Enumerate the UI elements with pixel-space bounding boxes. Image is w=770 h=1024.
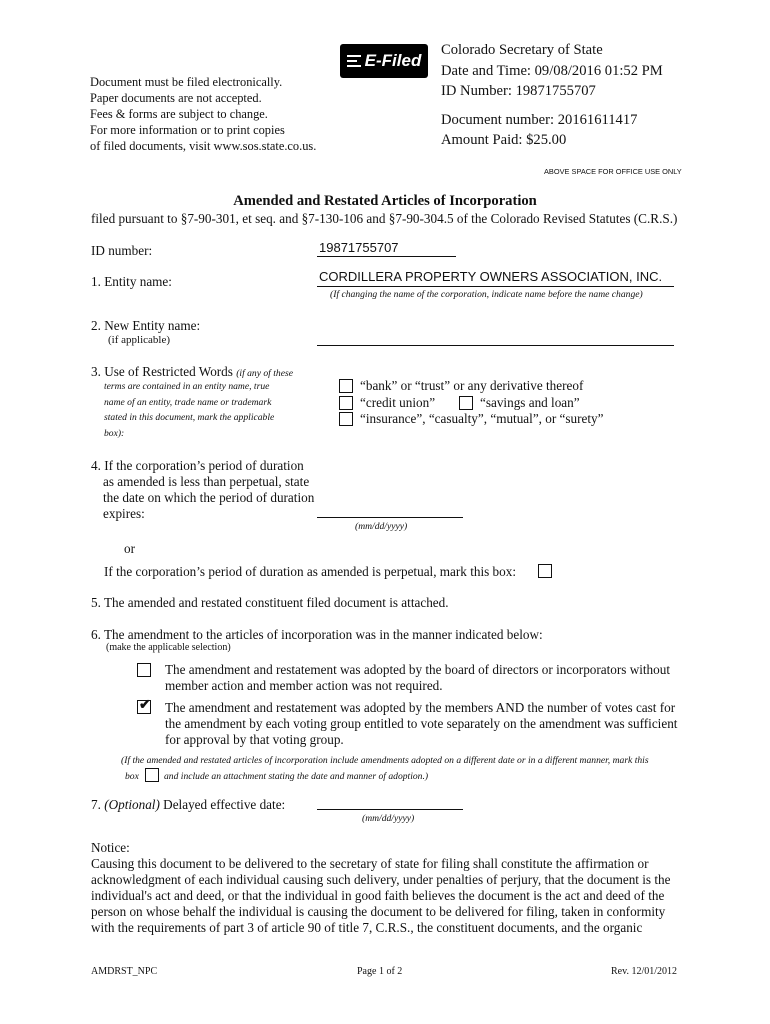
board-adoption-text bbox=[165, 662, 670, 694]
notice-body bbox=[91, 856, 670, 936]
filing-info bbox=[441, 40, 663, 151]
filing-id-number: ID Number: 19871755707 bbox=[441, 83, 596, 99]
credit-union-checkbox[interactable] bbox=[339, 396, 353, 410]
amendment-manner-sub: (make the applicable selection) bbox=[106, 642, 231, 653]
duration-line: as amended is less than perpetual, state bbox=[103, 474, 310, 489]
notice-line: Causing this document to be delivered to the secretary of state for filing shall constitute the affirmation or bbox=[91, 856, 649, 871]
notice-line: For more information or to print copies bbox=[90, 123, 285, 137]
credit-union-label: “credit union” bbox=[360, 395, 436, 410]
bank-trust-label: “bank” or “trust” or any derivative thereof bbox=[360, 378, 584, 393]
insurance-label: “insurance”, “casualty”, “mutual”, or “surety” bbox=[360, 411, 604, 426]
notice-heading: Notice: bbox=[91, 840, 130, 855]
delayed-date-text: Delayed effective date: bbox=[163, 797, 286, 812]
option-line: for approval by that voting group. bbox=[165, 732, 344, 747]
board-adoption-checkbox[interactable] bbox=[137, 663, 151, 677]
revision-date: Rev. 12/01/2012 bbox=[611, 966, 678, 977]
page-number: Page 1 of 2 bbox=[357, 966, 403, 977]
duration-question bbox=[91, 458, 314, 522]
or-label: or bbox=[124, 541, 135, 556]
perpetual-checkbox[interactable] bbox=[538, 564, 552, 578]
notice-line: of filed documents, visit www.sos.state.co.us. bbox=[90, 139, 317, 153]
restricted-words-help bbox=[104, 379, 274, 441]
delayed-date-field[interactable] bbox=[317, 809, 463, 810]
savings-loan-checkbox[interactable] bbox=[459, 396, 473, 410]
option-line: The amendment and restatement was adopted by the members AND the number of votes cast for bbox=[165, 700, 676, 715]
new-entity-name-label: 2. New Entity name: bbox=[91, 318, 201, 333]
id-number-underline bbox=[317, 256, 456, 257]
duration-line: expires: bbox=[103, 506, 145, 521]
filing-datetime: Date and Time: 09/08/2016 01:52 PM bbox=[441, 62, 663, 79]
e-filed-label: E-Filed bbox=[364, 51, 422, 70]
bank-trust-checkbox[interactable] bbox=[339, 379, 353, 393]
different-date-checkbox[interactable] bbox=[145, 768, 159, 782]
section-number: 7. bbox=[91, 797, 101, 812]
help-line: box): bbox=[104, 427, 125, 439]
electronic-filing-notice bbox=[90, 74, 316, 154]
notice-line: Document must be filed electronically. bbox=[90, 75, 283, 89]
member-adoption-checkbox[interactable] bbox=[137, 700, 151, 714]
option-line: the amendment by each voting group entitled to vote separately on the amendment was sufficient bbox=[165, 716, 678, 731]
restricted-words-italic: (if any of these bbox=[236, 368, 293, 379]
office-use-label: ABOVE SPACE FOR OFFICE USE ONLY bbox=[544, 167, 682, 176]
savings-loan-label: “savings and loan” bbox=[480, 395, 580, 410]
help-line: terms are contained in an entity name, true bbox=[104, 381, 270, 392]
amendment-manner-label: 6. The amendment to the articles of incorporation was in the manner indicated below: bbox=[91, 627, 543, 642]
different-date-note: (If the amended and restated articles of incorporation include amendments adopted on a different date or in a different manner, mark this bbox=[121, 755, 649, 766]
option-line: member action and member action was not required. bbox=[165, 678, 443, 693]
section-5-text: 5. The amended and restated constituent filed document is attached. bbox=[91, 595, 449, 610]
notice-line: Fees & forms are subject to change. bbox=[90, 107, 268, 121]
entity-name-underline bbox=[317, 286, 674, 287]
form-code: AMDRST_NPC bbox=[91, 966, 158, 977]
restricted-words-title: 3. Use of Restricted Words bbox=[91, 364, 233, 379]
new-entity-name-underline bbox=[317, 345, 674, 346]
expiration-date-field[interactable] bbox=[317, 517, 463, 518]
document-number: Document number: 20161611417 bbox=[441, 111, 638, 128]
delayed-date-label bbox=[91, 797, 285, 813]
office-name: Colorado Secretary of State bbox=[441, 42, 603, 58]
entity-name-hint: (If changing the name of the corporation, indicate name before the name change) bbox=[330, 289, 643, 300]
option-line: The amendment and restatement was adopted by the board of directors or incorporators without bbox=[165, 662, 670, 677]
notice-line: individual's act and deed, or that the individual in good faith believes the document is the act and deed of the bbox=[91, 888, 665, 903]
expiration-date-hint: (mm/dd/yyyy) bbox=[355, 521, 408, 532]
entity-name-value[interactable]: CORDILLERA PROPERTY OWNERS ASSOCIATION, INC. bbox=[319, 269, 663, 284]
member-adoption-text bbox=[165, 700, 677, 748]
e-filed-badge bbox=[340, 44, 428, 78]
help-line: stated in this document, mark the applicable bbox=[104, 412, 275, 423]
checkmark-icon: ✔ bbox=[139, 698, 151, 713]
perpetual-label: If the corporation’s period of duration as amended is perpetual, mark this box: bbox=[104, 564, 516, 579]
id-number-label: ID number: bbox=[91, 243, 153, 258]
insurance-checkbox[interactable] bbox=[339, 412, 353, 426]
id-number-value[interactable]: 19871755707 bbox=[319, 240, 399, 255]
notice-line: with the requirements of part 3 of article 90 of title 7, C.R.S., the constituent documents, and the organic bbox=[91, 920, 643, 935]
duration-line: the date on which the period of duration bbox=[103, 490, 315, 505]
different-date-box-label: box bbox=[125, 771, 139, 782]
optional-label: (Optional) bbox=[104, 797, 160, 812]
e-filed-icon bbox=[347, 54, 361, 68]
new-entity-name-sub: (if applicable) bbox=[108, 334, 170, 346]
page-title: Amended and Restated Articles of Incorporation bbox=[233, 193, 537, 209]
page-subtitle: filed pursuant to §7-90-301, et seq. and §7-130-106 and §7-90-304.5 of the Colorado Revised Statutes (C.R.S.) bbox=[91, 211, 678, 226]
delayed-date-hint: (mm/dd/yyyy) bbox=[362, 813, 415, 824]
entity-name-label: 1. Entity name: bbox=[91, 274, 172, 289]
duration-line: 4. If the corporation’s period of duration bbox=[91, 458, 304, 473]
notice-line: acknowledgment of each individual causing such delivery, under penalties of perjury, that the document is the bbox=[91, 872, 671, 887]
help-line: name of an entity, trade name or trademark bbox=[104, 396, 272, 408]
amount-paid: Amount Paid: $25.00 bbox=[441, 132, 567, 148]
notice-line: Paper documents are not accepted. bbox=[90, 91, 262, 105]
notice-line: person on whose behalf the individual is causing the document to be delivered for filing, taken in conformity bbox=[91, 904, 666, 919]
different-date-note-2: and include an attachment stating the date and manner of adoption.) bbox=[164, 771, 429, 782]
